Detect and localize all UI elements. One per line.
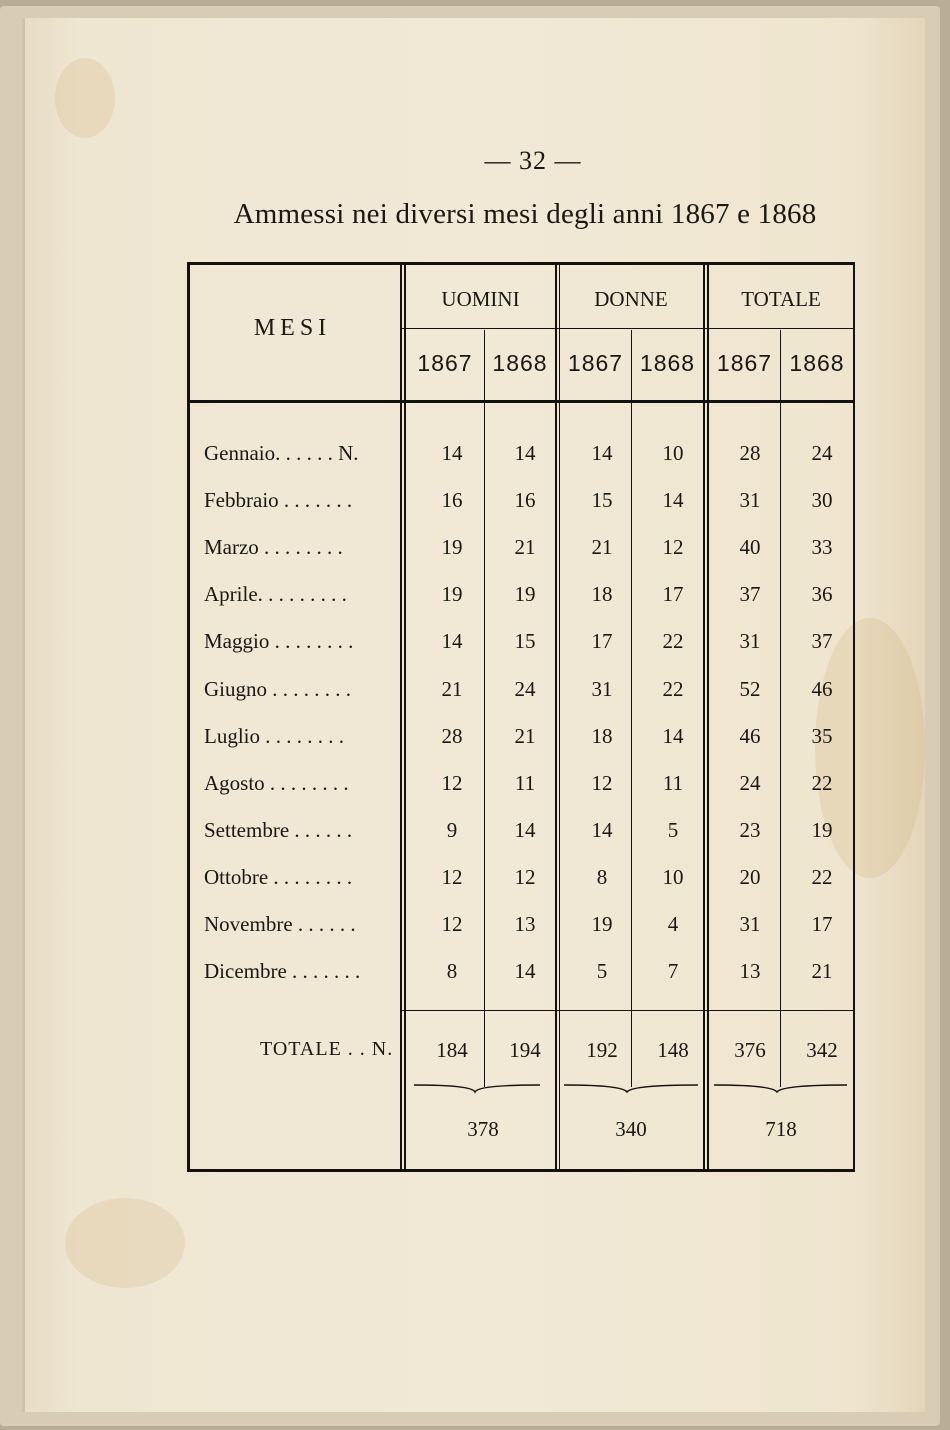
table-row (190, 724, 853, 764)
value-cell: 14 (591, 441, 613, 465)
group-header: TOTALE (741, 287, 821, 311)
divider (190, 400, 853, 403)
value-cell: 5 (596, 959, 608, 984)
divider (402, 328, 853, 329)
paper-stain (55, 58, 115, 138)
value-cell: 22 (811, 770, 833, 795)
year-header: 1867 (567, 350, 624, 376)
value-cell: 17 (811, 912, 833, 936)
value-cell: 8 (446, 959, 458, 984)
grand-total-totale: 718 (765, 1117, 797, 1141)
value-cell: 21 (811, 959, 833, 984)
value-cell: 31 (739, 912, 761, 936)
table-row (190, 582, 853, 622)
value-cell: 8 (596, 864, 608, 889)
value-cell: 22 (662, 676, 684, 701)
year-header: 1867 (716, 350, 773, 376)
value-cell: 37 (739, 582, 761, 607)
value-cell: 40 (739, 535, 761, 560)
value-cell: 21 (514, 535, 536, 560)
grand-total-uomini: 378 (467, 1117, 499, 1141)
table-row (190, 441, 853, 481)
month-label: Marzo . . . . . . . . (204, 535, 343, 560)
value-cell: 19 (811, 817, 833, 842)
value-cell: 13 (739, 959, 761, 984)
value-cell: 19 (441, 535, 463, 560)
month-label: Agosto . . . . . . . . (204, 770, 349, 795)
total-cell: 192 (586, 1038, 618, 1062)
total-cell: 376 (734, 1038, 766, 1062)
value-cell: 10 (662, 441, 684, 465)
group-header: UOMINI (441, 287, 520, 311)
value-cell: 14 (441, 629, 463, 654)
value-cell: 36 (811, 582, 833, 607)
month-label: Gennaio. . . . . . N. (204, 441, 359, 465)
value-cell: 12 (441, 770, 463, 795)
value-cell: 14 (514, 959, 536, 984)
value-cell: 14 (514, 441, 536, 465)
value-cell: 9 (446, 817, 458, 842)
value-cell: 12 (591, 770, 613, 795)
value-cell: 37 (811, 629, 833, 654)
table-row (190, 629, 853, 669)
page-number: — 32 — (484, 146, 582, 175)
value-cell: 31 (739, 629, 761, 654)
value-cell: 24 (811, 441, 833, 465)
value-cell: 15 (591, 488, 613, 513)
divider (402, 1010, 853, 1011)
value-cell: 14 (662, 488, 684, 513)
value-cell: 17 (662, 582, 684, 607)
value-cell: 22 (811, 864, 833, 889)
value-cell: 28 (441, 723, 463, 748)
paper-stain (65, 1198, 185, 1288)
value-cell: 12 (441, 912, 463, 936)
table-row (190, 912, 853, 952)
value-cell: 18 (591, 723, 613, 748)
value-cell: 11 (662, 770, 684, 795)
value-cell: 16 (441, 488, 463, 513)
value-cell: 31 (591, 676, 613, 701)
value-cell: 21 (441, 676, 463, 701)
value-cell: 52 (739, 676, 761, 701)
table-caption: Ammessi nei diversi mesi degli anni 1867 e 1868 (233, 198, 817, 230)
table-row (190, 959, 853, 999)
value-cell: 18 (591, 582, 613, 607)
value-cell: 46 (811, 676, 833, 701)
total-cell: 184 (436, 1038, 468, 1062)
value-cell: 24 (739, 770, 761, 795)
value-cell: 14 (441, 441, 463, 465)
value-cell: 4 (667, 912, 679, 936)
totals-row (190, 1038, 853, 1078)
table-row (190, 818, 853, 858)
year-header: 1867 (417, 350, 473, 376)
month-label: Dicembre . . . . . . . (204, 959, 361, 984)
month-label: Giugno . . . . . . . . (204, 676, 351, 701)
row-header: MESI (253, 315, 332, 341)
value-cell: 28 (739, 441, 761, 465)
value-cell: 23 (739, 817, 761, 842)
value-cell: 19 (441, 582, 463, 607)
year-header: 1868 (492, 350, 548, 376)
total-cell: 194 (509, 1038, 541, 1062)
value-cell: 12 (441, 864, 463, 889)
value-cell: 12 (662, 535, 684, 560)
value-cell: 35 (811, 723, 833, 748)
year-header: 1868 (639, 350, 696, 376)
value-cell: 22 (662, 629, 684, 654)
month-label: Febbraio . . . . . . . (204, 488, 353, 513)
value-cell: 13 (514, 912, 536, 936)
value-cell: 11 (514, 770, 536, 795)
value-cell: 31 (739, 488, 761, 513)
table-row (190, 488, 853, 528)
month-label: Luglio . . . . . . . . (204, 723, 344, 748)
month-label: Settembre . . . . . . (204, 817, 353, 842)
table-row (190, 771, 853, 811)
admissions-table (187, 262, 855, 1172)
table-row (190, 677, 853, 717)
value-cell: 14 (591, 817, 613, 842)
value-cell: 24 (514, 676, 536, 701)
month-label: Maggio . . . . . . . . (204, 629, 354, 654)
value-cell: 14 (514, 817, 536, 842)
value-cell: 17 (591, 629, 613, 654)
value-cell: 21 (514, 723, 536, 748)
value-cell: 30 (811, 488, 833, 513)
value-cell: 10 (662, 864, 684, 889)
totals-label: TOTALE . . N. (260, 1038, 394, 1060)
month-label: Ottobre . . . . . . . . (204, 864, 353, 889)
total-cell: 148 (657, 1038, 689, 1062)
grand-total-donne: 340 (615, 1117, 647, 1141)
value-cell: 19 (591, 912, 613, 936)
value-cell: 7 (667, 959, 679, 984)
month-label: Aprile. . . . . . . . . (204, 582, 347, 607)
value-cell: 14 (662, 723, 684, 748)
year-header: 1868 (789, 350, 845, 376)
value-cell: 16 (514, 488, 536, 513)
value-cell: 15 (514, 629, 536, 654)
month-label: Novembre . . . . . . (204, 912, 356, 936)
total-cell: 342 (806, 1038, 838, 1062)
group-header: DONNE (594, 287, 668, 311)
value-cell: 12 (514, 864, 536, 889)
brace-lines (402, 1080, 853, 1100)
value-cell: 19 (514, 582, 536, 607)
table-row (190, 865, 853, 905)
value-cell: 21 (591, 535, 613, 560)
table-row (190, 535, 853, 575)
value-cell: 46 (739, 723, 761, 748)
value-cell: 33 (811, 535, 833, 560)
value-cell: 20 (739, 864, 761, 889)
value-cell: 5 (667, 817, 679, 842)
